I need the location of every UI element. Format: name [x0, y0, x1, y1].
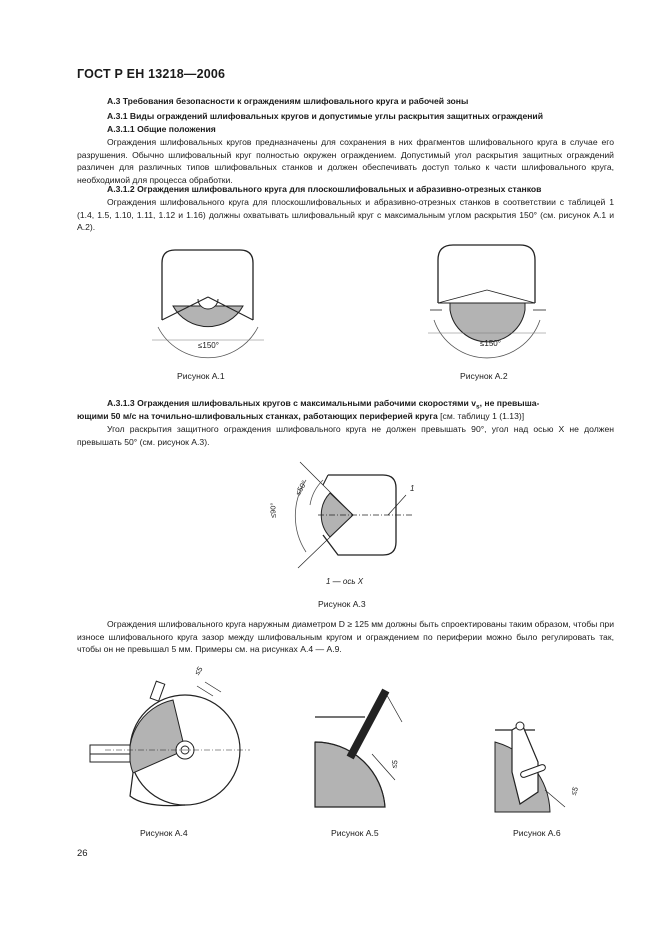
section-a31-title: А.3.1 Виды ограждений шлифовальных кругов и допустимые углы раскрытия защитных ограждений: [107, 111, 543, 121]
figure-a2-angle-label: ≤150°: [480, 339, 501, 348]
figure-a6-drawing: [490, 712, 600, 817]
section-a311-text: Ограждения шлифовальных кругов предназначены для сохранения в них фрагментов шлифовального круга в случае его разрушения. Обычно шлифовальный круг полностью окружен ограждением. Допустимый угол раскрытия защитных ограждений различен для различных типов шлифовальных станков и должен обеспечивать доступ только к части шлифовального круга, необходимой для процесса обработки.: [77, 137, 614, 185]
section-a312-title: А.3.1.2 Ограждения шлифовального круга для плоскошлифовальных и абразивно-отрезных станков: [107, 184, 542, 194]
document-header: ГОСТ Р ЕН 13218—2006: [77, 67, 226, 81]
figure-a5-caption: Рисунок А.5: [331, 828, 379, 838]
section-a313-text: Угол раскрытия защитного ограждения шлифовального круга не должен превышать 90°, угол над осью X не должен превышать 50° (см. рисунок А.3).: [77, 424, 614, 447]
figure-a6-caption: Рисунок А.6: [513, 828, 561, 838]
figure-a3-drawing: [268, 460, 448, 580]
figure-a3-angle-total-label: ≤90°: [268, 502, 278, 519]
figure-a2-caption: Рисунок А.2: [460, 371, 508, 381]
figure-a3-angle-top-label: ≤50°: [293, 478, 309, 497]
section-a311-title: А.3.1.1 Общие положения: [107, 124, 216, 134]
figure-a1-angle-label: ≤150°: [198, 341, 219, 350]
figure-a5-drawing: [310, 682, 420, 812]
section-a3-title: А.3 Требования безопасности к ограждениям шлифовального круга и рабочей зоны: [107, 96, 469, 106]
figure-a4-dim-label: ≤5: [192, 664, 205, 677]
figure-a3-marker: 1: [410, 484, 415, 493]
figure-a3-legend: 1 — ось X: [326, 577, 364, 586]
figure-a1-caption: Рисунок А.1: [177, 371, 225, 381]
figure-a5-dim-label: ≤5: [389, 759, 400, 770]
figure-a4-drawing: [85, 668, 255, 808]
section-a313-title: А.3.1.3 Ограждения шлифовальных кругов с максимальными рабочими скоростями $v_s$, не превыша-: [107, 398, 540, 411]
section-a313-title-line2: ющими 50 м/с на точильно-шлифовальных станках, работающих периферией круга [см. таблицу 1 (1.13)]: [77, 411, 525, 421]
figure-a6-dim-label: ≤5: [568, 785, 581, 797]
figure-a3-caption: Рисунок А.3: [318, 599, 366, 609]
page-number: 26: [77, 848, 88, 859]
section-a314-text: Ограждения шлифовального круга наружным диаметром D ≥ 125 мм должны быть спроектированы таким образом, чтобы при износе шлифовального круга зазор между шлифовальным кругом и ограждением по периферии можно было регулировать так, чтобы он не превышал 5 мм. Примеры см. на рисунках А.4 — А.9.: [77, 619, 614, 655]
section-a312-text: Ограждения шлифовального круга для плоскошлифовальных и абразивно-отрезных станков в соответствии с таблицей 1 (1.4, 1.5, 1.10, 1.11, 1.12 и 1.16) должны охватывать шлифовальный круг с максимальным углом раскрытия 150° (см. рисунок А.1 и А.2).: [77, 197, 614, 233]
figure-a4-caption: Рисунок А.4: [140, 828, 188, 838]
